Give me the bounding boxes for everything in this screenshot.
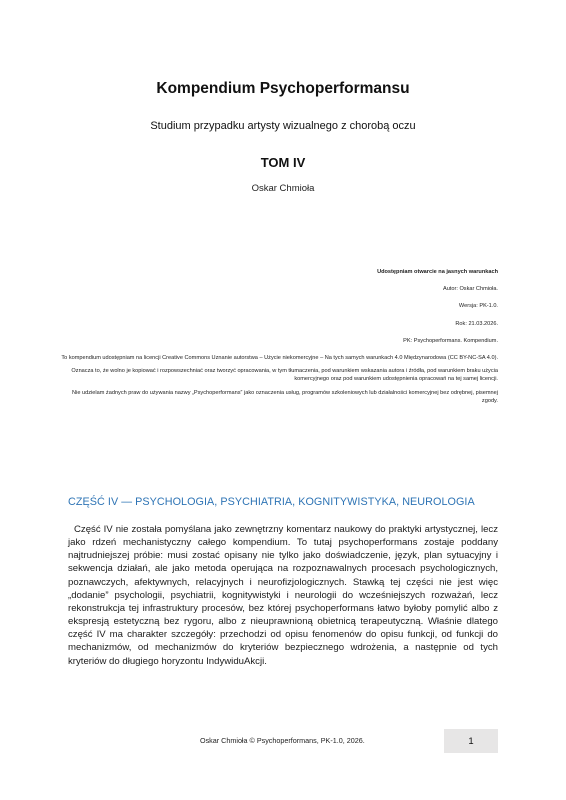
license-heading: Udostępniam otwarcie na jasnych warunkach	[377, 269, 498, 275]
document-subtitle: Studium przypadku artysty wizualnego z chorobą oczu	[150, 120, 416, 132]
page-number-label: 1	[468, 735, 474, 747]
license-year: Rok: 21.03.2026.	[455, 320, 498, 327]
license-pk: PK: Psychoperformans. Kompendium.	[403, 337, 498, 344]
license-paragraph-2: Oznacza to, że wolno je kopiować i rozpowszechniać oraz tworzyć opracowania, w tym tłumaczenia, pod warunkiem wskazania autora i źródła, pod warunkiem braku użycia komercyjnego oraz pod warunkiem udostępnienia opracowań na tej samej licencji.	[71, 368, 498, 383]
section-heading: CZĘŚĆ IV — PSYCHOLOGIA, PSYCHIATRIA, KOGNITYWISTYKA, NEUROLOGIA	[68, 496, 475, 508]
footer-text: Oskar Chmioła © Psychoperformans, PK-1.0, 2026.	[200, 736, 365, 745]
license-version: Wersja: PK-1.0.	[458, 303, 498, 310]
license-paragraph-3: Nie udzielam żadnych praw do używania nazwy „Psychoperformans” jako oznaczenia usług, programów szkoleniowych lub działalności komercyjnej bez odrębnej, pisemnej zgody.	[72, 389, 498, 404]
volume-label: TOM IV	[260, 155, 306, 170]
license-block	[60, 268, 498, 410]
document-title: Kompendium Psychoperformansu	[156, 80, 410, 97]
section-body: Część IV nie została pomyślana jako zewnętrzny komentarz naukowy do praktyki artystycznej, lecz jako rdzeń mechanistyczny całego kompendium. To tutaj psychoperformans zostaje poddany najtrudniejszej próbie: musi zostać opisany nie tylko jako doświadczenie, język, plan sytuacyjny i sekwencja działań, ale jako metoda operująca na rozpoznawalnych procesach psychologicznych, poznawczych, afektywnych, relacyjnych i neurofizjologicznych. Stawką tej części nie jest więc „dodanie” psychologii, psychiatrii, kognitywistyki i neurologii do wcześniejszych rozważań, lecz rekonstrukcja tej infrastruktury procesów, bez której psychoperformans łatwo byłoby pomylić albo z ekspresją estetyczną bez rygoru, albo z nieuprawnioną obietnicą terapeutyczną. Właśnie dlatego część IV ma charakter szczegóły: przechodzi od opisu fenomenów do opisu funkcji, od funkcji do mechanizmów, od mechanizmów do kryteriów bezpiecznego wdrożenia, a następnie od tych kryteriów do długiego horyzontu IndywiduAkcji.	[68, 524, 498, 667]
author-name: Oskar Chmioła	[251, 183, 315, 194]
page-number	[444, 729, 498, 753]
license-paragraph-1: To kompendium udostępniam na licencji Creative Commons Uznanie autorstwa – Użycie niekomercyjne – Na tych samych warunkach 4.0 Międzynarodowa (CC BY-NC-SA 4.0).	[61, 355, 498, 362]
license-author: Autor: Oskar Chmioła.	[442, 286, 498, 293]
